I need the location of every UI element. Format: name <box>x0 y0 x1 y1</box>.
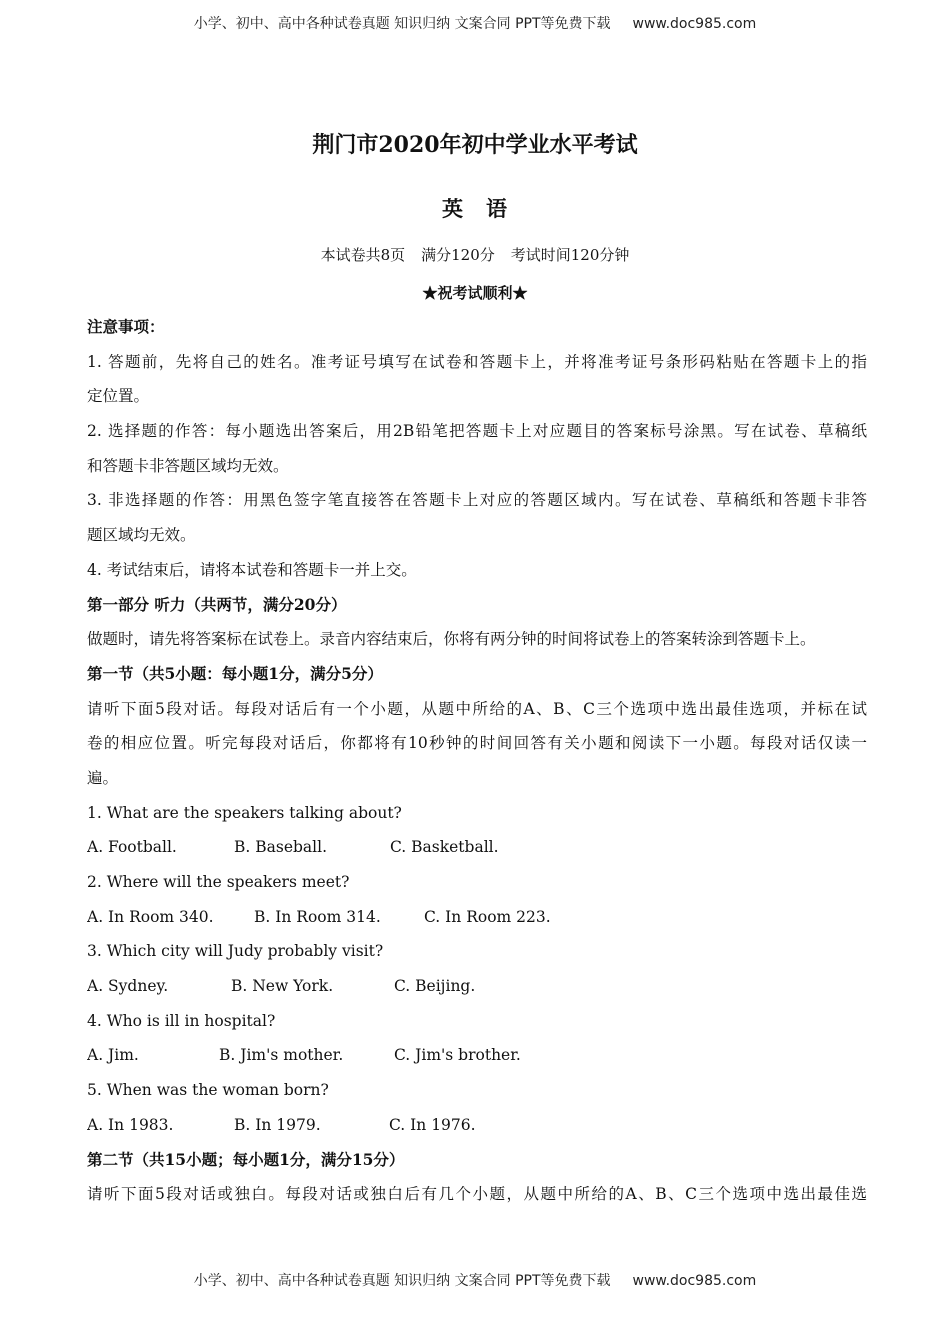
option-b: B. New York. <box>231 977 334 996</box>
option-b: B. In 1979. <box>234 1115 321 1134</box>
question-5: 5. When was the woman born? <box>87 1081 329 1100</box>
option-a: A. In Room 340. <box>87 907 214 926</box>
option-c: C. Basketball. <box>390 838 499 857</box>
option-a: A. Jim. <box>87 1046 139 1065</box>
notes-heading: 注意事项： <box>87 317 165 336</box>
question-3-options <box>87 969 867 1004</box>
question-4-options <box>87 1038 867 1073</box>
exam-meta <box>0 244 950 265</box>
note-1-line-2: 定位置。 <box>87 387 150 406</box>
option-b: B. Baseball. <box>234 838 328 857</box>
option-c: C. Jim's brother. <box>394 1046 521 1065</box>
note-2-line-1: 2. 选择题的作答：每小题选出答案后，用2B铅笔把答题卡上对应题目的答案标号涂黑。写在试卷、草稿纸 <box>87 422 867 441</box>
section1-heading: 第一节（共5小题：每小题1分，满分5分） <box>87 663 383 683</box>
question-4: 4. Who is ill in hospital? <box>87 1011 276 1030</box>
note-2-line-2: 和答题卡非答题区域均无效。 <box>87 456 289 475</box>
section1-intro-line-3: 遍。 <box>87 768 119 787</box>
section1-intro-line-1: 请听下面5段对话。每段对话后有一个小题，从题中所给的A、B、C三个选项中选出最佳选项，并标在试 <box>87 699 867 718</box>
option-c: C. Beijing. <box>394 977 476 996</box>
part1-intro: 做题时，请先将答案标在试卷上。录音内容结束后，你将有两分钟的时间将试卷上的答案转涂到答题卡上。 <box>87 630 816 649</box>
question-5-options <box>87 1108 867 1143</box>
option-c: C. In Room 223. <box>424 907 551 926</box>
exam-subject <box>0 193 950 223</box>
exam-title: 荆门市2020年初中学业水平考试 <box>312 132 638 158</box>
part1-heading: 第一部分 听力（共两节，满分20分） <box>87 594 347 614</box>
section2-intro-line-1: 请听下面5段对话或独白。每段对话或独白后有几个小题，从题中所给的A、B、C三个选项中选出最佳选 <box>87 1185 867 1204</box>
meta-pages: 本试卷共8页 <box>320 246 406 264</box>
option-c: C. In 1976. <box>389 1115 476 1134</box>
option-a: A. In 1983. <box>87 1115 174 1134</box>
note-3-line-1: 3. 非选择题的作答：用黑色签字笔直接答在答题卡上对应的答题区域内。写在试卷、草稿纸和答题卡非答 <box>87 491 867 510</box>
question-3: 3. Which city will Judy probably visit? <box>87 942 384 961</box>
banner-url[interactable]: www.doc985.com <box>632 1273 757 1289</box>
note-3-line-2: 题区域均无效。 <box>87 526 196 545</box>
meta-score: 满分120分 <box>421 246 495 264</box>
option-b: B. In Room 314. <box>254 907 381 926</box>
option-a: A. Football. <box>87 838 177 857</box>
question-2-options <box>87 900 867 935</box>
banner-text: 小学、初中、高中各种试卷真题 知识归纳 文案合同 PPT等免费下载 <box>193 1273 611 1289</box>
note-4: 4. 考试结束后，请将本试卷和答题卡一并上交。 <box>87 560 417 579</box>
header-banner <box>0 13 950 33</box>
banner-text: 小学、初中、高中各种试卷真题 知识归纳 文案合同 PPT等免费下载 <box>193 16 611 32</box>
subject-char-1: 英 <box>442 196 464 221</box>
section2-heading: 第二节（共15小题；每小题1分，满分15分） <box>87 1149 405 1169</box>
question-1: 1. What are the speakers talking about? <box>87 803 402 822</box>
option-b: B. Jim's mother. <box>219 1046 344 1065</box>
note-1-line-1: 1. 答题前，先将自己的姓名。准考证号填写在试卷和答题卡上，并将准考证号条形码粘贴在答题卡上的指 <box>87 352 867 371</box>
meta-time: 考试时间120分钟 <box>510 246 630 264</box>
option-a: A. Sydney. <box>87 977 169 996</box>
exam-wish: ★祝考试顺利★ <box>422 284 528 302</box>
question-1-options <box>87 830 867 865</box>
footer-banner <box>0 1270 950 1290</box>
section1-intro-line-2: 卷的相应位置。听完每段对话后，你都将有10秒钟的时间回答有关小题和阅读下一小题。每段对话仅读一 <box>87 734 867 753</box>
subject-char-2: 语 <box>486 196 508 221</box>
exam-content <box>87 310 867 1212</box>
question-2: 2. Where will the speakers meet? <box>87 873 350 891</box>
banner-url[interactable]: www.doc985.com <box>632 16 757 32</box>
